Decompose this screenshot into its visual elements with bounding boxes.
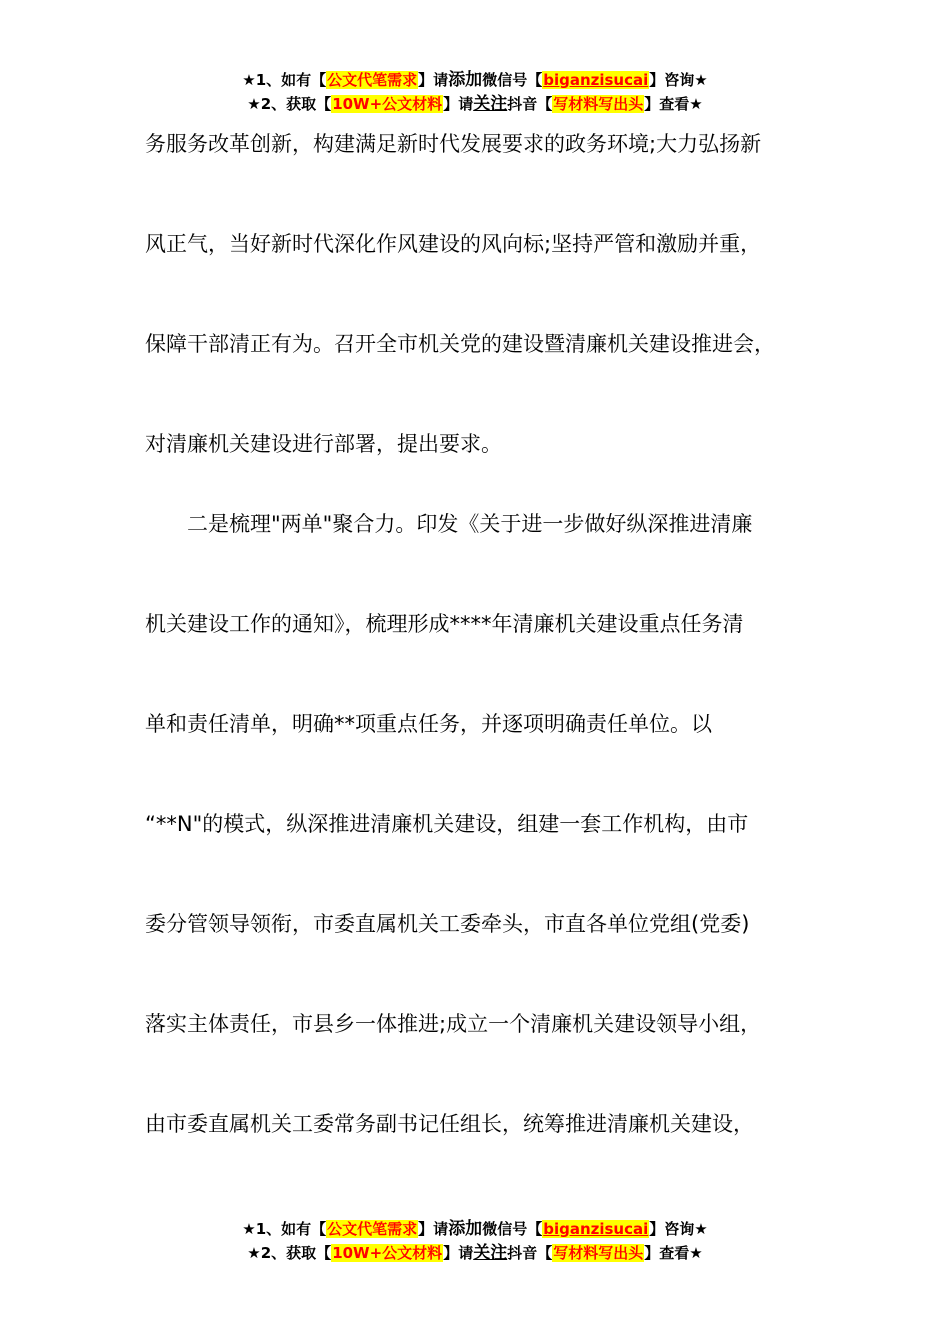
banner-text: 】查看★ — [644, 1244, 703, 1262]
wechat-id-highlight[interactable]: biganzisucai — [543, 71, 649, 89]
body-line: 风正气，当好新时代深化作风建设的风向标;坚持严管和激励并重， — [145, 232, 762, 256]
body-line: 务服务改革创新，构建满足新时代发展要求的政务环境;大力弘扬新 — [145, 132, 762, 156]
banner-text: 】咨询★ — [649, 71, 708, 89]
banner-line-2 — [0, 1241, 950, 1265]
banner-text: 】请 — [443, 95, 474, 113]
follow-emphasis: 关注 — [473, 1243, 508, 1263]
banner-text: 】查看★ — [644, 95, 703, 113]
body-line: “**N"的模式，纵深推进清廉机关建设，组建一套工作机构，由市 — [145, 812, 749, 836]
douyin-highlight[interactable]: 写材料写出头 — [553, 95, 644, 113]
banner-text: 微信号【 — [482, 1220, 543, 1238]
banner-line-1 — [0, 68, 950, 92]
follow-emphasis: 关注 — [473, 94, 508, 114]
banner-text: 】请 — [443, 1244, 474, 1262]
banner-text: 】请 — [418, 71, 449, 89]
banner-text: ★1、如有【 — [242, 71, 327, 89]
ghostwriting-highlight: 公文代笔需求 — [327, 1220, 418, 1238]
body-line: 保障干部清正有为。召开全市机关党的建设暨清廉机关建设推进会， — [145, 332, 775, 356]
body-line: 二是梳理"两单"聚合力。印发《关于进一步做好纵深推进清廉 — [145, 512, 753, 536]
banner-text: 】咨询★ — [649, 1220, 708, 1238]
banner-text: ★2、获取【 — [247, 1244, 332, 1262]
banner-line-2 — [0, 92, 950, 116]
body-line: 由市委直属机关工委常务副书记任组长，统筹推进清廉机关建设， — [145, 1112, 754, 1136]
add-emphasis: 添加 — [448, 1219, 483, 1239]
body-line: 落实主体责任，市县乡一体推进;成立一个清廉机关建设领导小组， — [145, 1012, 762, 1036]
materials-highlight: 10W+公文材料 — [332, 1244, 443, 1262]
bottom-banner — [0, 1217, 950, 1265]
body-line: 机关建设工作的通知》，梳理形成****年清廉机关建设重点任务清 — [145, 612, 744, 636]
banner-text: ★2、获取【 — [247, 95, 332, 113]
top-banner — [0, 68, 950, 116]
douyin-highlight[interactable]: 写材料写出头 — [553, 1244, 644, 1262]
banner-text: 抖音【 — [507, 95, 553, 113]
ghostwriting-highlight: 公文代笔需求 — [327, 71, 418, 89]
wechat-id-highlight[interactable]: biganzisucai — [543, 1220, 649, 1238]
banner-text: 】请 — [418, 1220, 449, 1238]
body-line: 委分管领导领衔，市委直属机关工委牵头，市直各单位党组(党委) — [145, 912, 750, 936]
banner-text: 抖音【 — [507, 1244, 553, 1262]
body-line: 单和责任清单，明确**项重点任务，并逐项明确责任单位。以 — [145, 712, 712, 736]
materials-highlight: 10W+公文材料 — [332, 95, 443, 113]
add-emphasis: 添加 — [448, 70, 483, 90]
banner-text: 微信号【 — [482, 71, 543, 89]
body-line: 对清廉机关建设进行部署，提出要求。 — [145, 432, 502, 456]
banner-line-1 — [0, 1217, 950, 1241]
banner-text: ★1、如有【 — [242, 1220, 327, 1238]
